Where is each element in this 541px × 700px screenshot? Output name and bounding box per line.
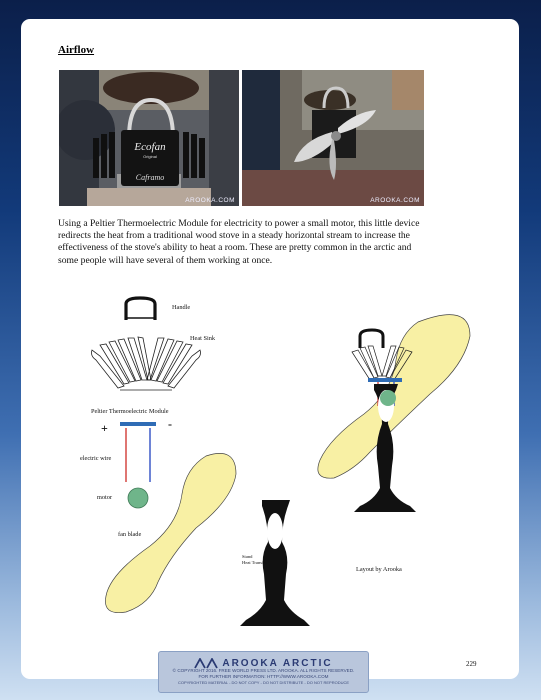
footer-copyright: © COPYRIGHT 2016. FREE WORLD PRESS LTD. AROOKA. ALL RIGHTS RESERVED. — [172, 668, 355, 673]
fan-maker-text: Caframo — [135, 173, 165, 182]
label-stand-line1: Stand — [242, 554, 253, 559]
page-number: 229 — [466, 660, 477, 668]
brand-row — [159, 654, 368, 668]
motor-shape — [128, 488, 148, 508]
label-motor: motor — [97, 494, 113, 501]
label-electric-wire: electric wire — [80, 455, 112, 462]
label-peltier-module: Peltier Thermoelectric Module — [91, 408, 169, 415]
photo-watermark: AROOKA.COM — [370, 197, 420, 204]
peltier-module-shape — [120, 422, 156, 426]
label-fan-blade: fan blade — [118, 531, 142, 538]
label-handle: Handle — [172, 304, 191, 311]
footer-info-link[interactable]: FOR FURTHER INFORMATION: HTTP://WWW.AROOKA.COM — [198, 673, 329, 679]
assembled-fan — [318, 315, 470, 512]
label-heat-sink: Heat Sink — [190, 335, 216, 342]
heat-sink-shape — [92, 337, 201, 390]
copyright-footer — [158, 651, 369, 693]
label-plus-sign: + — [101, 421, 108, 435]
brand-name: AROOKA ARCTIC — [222, 657, 333, 669]
body-paragraph: Using a Peltier Thermoelectric Module for electricity to power a small motor, this little device redirects the heat from a traditional wood stove in a steady horizontal stream to increase the effectiveness of the stove's ability to heat a room. These are pretty common in the arctic and some people will have several of them working at once. — [58, 218, 420, 266]
label-minus-sign: - — [168, 417, 172, 431]
fan-model-text: Original — [143, 154, 157, 159]
footer-notice: COPYRIGHTED MATERIAL - DO NOT COPY - DO NOT DISTRIBUTE - DO NOT REPRODUCE — [177, 679, 350, 685]
photo-watermark: AROOKA.COM — [185, 197, 235, 204]
section-heading: Airflow — [58, 44, 95, 56]
label-stand — [242, 554, 302, 565]
label-stand-line2: Heat Transfer — [242, 559, 268, 565]
fan-brand-text: Ecofan — [134, 141, 166, 153]
handle-shape — [126, 298, 155, 320]
label-layout-credit: Layout by Arooka — [356, 566, 402, 573]
